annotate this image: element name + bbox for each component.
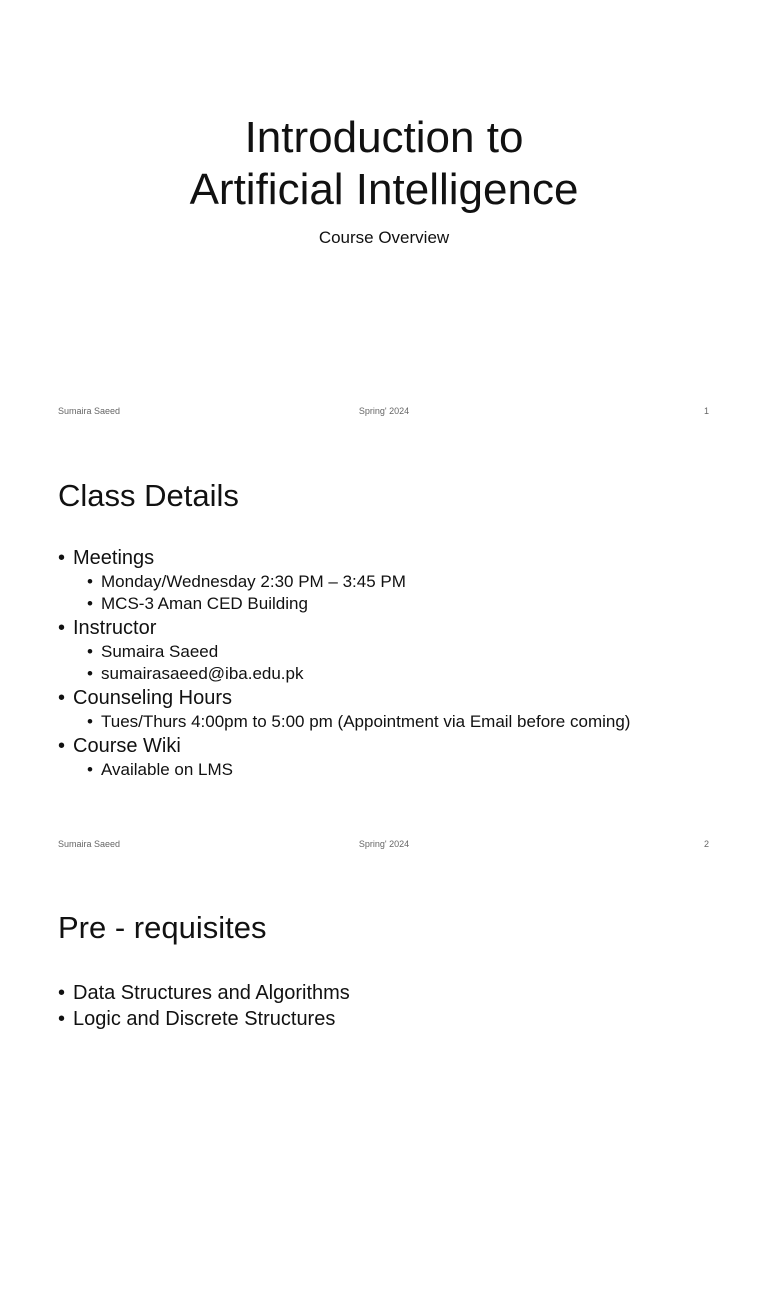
slide-footer bbox=[0, 406, 768, 420]
email-text: • sumairasaeed@iba.edu.pk bbox=[73, 663, 738, 685]
sub-bullet-list bbox=[73, 641, 738, 685]
list-item bbox=[58, 733, 738, 781]
footer-page-number: 1 bbox=[703, 406, 709, 416]
slide-prerequisites bbox=[0, 866, 768, 1299]
sub-list-item: • Monday/Wednesday 2:30 PM – 3:45 PM bbox=[73, 571, 738, 593]
sub-list-item: • Available on LMS bbox=[73, 759, 738, 781]
footer-term: Spring' 2024 bbox=[358, 839, 410, 849]
sub-list-item: • Sumaira Saeed bbox=[73, 641, 738, 663]
list-item bbox=[58, 685, 738, 733]
sub-bullet-list bbox=[73, 571, 738, 615]
list-item-label: Counseling Hours bbox=[73, 687, 232, 709]
sub-bullet-list bbox=[73, 711, 738, 733]
footer-page-number: 2 bbox=[703, 839, 709, 849]
footer-author: Sumaira Saeed bbox=[58, 406, 121, 416]
slide-footer bbox=[0, 839, 768, 853]
presentation-title bbox=[0, 112, 768, 216]
sub-bullet-list bbox=[73, 759, 738, 781]
sub-list-item: • MCS-3 Aman CED Building bbox=[73, 593, 738, 615]
list-item-label: Course Wiki bbox=[73, 735, 181, 757]
slide-heading: Class Details bbox=[58, 478, 239, 513]
bullet-list bbox=[58, 545, 738, 781]
sub-list-item: • Tues/Thurs 4:00pm to 5:00 pm (Appointment via Email before coming) bbox=[73, 711, 738, 733]
slide-class-details bbox=[0, 433, 768, 866]
list-item-label: Meetings bbox=[73, 547, 155, 569]
slide-title bbox=[0, 0, 768, 433]
list-item bbox=[58, 1006, 738, 1032]
presentation-subtitle: Course Overview bbox=[318, 228, 450, 247]
title-line-1: Introduction to bbox=[244, 113, 524, 162]
list-item bbox=[58, 980, 738, 1006]
list-item-label: Logic and Discrete Structures bbox=[73, 1008, 336, 1030]
list-item bbox=[58, 545, 738, 615]
bullet-list bbox=[58, 980, 738, 1032]
title-line-2: Artificial Intelligence bbox=[189, 165, 579, 214]
footer-author: Sumaira Saeed bbox=[58, 839, 121, 849]
list-item-label: Instructor bbox=[73, 617, 157, 639]
footer-term: Spring' 2024 bbox=[358, 406, 410, 416]
list-item bbox=[58, 615, 738, 685]
slide-heading: Pre - requisites bbox=[58, 910, 267, 945]
list-item-label: Data Structures and Algorithms bbox=[73, 982, 350, 1004]
